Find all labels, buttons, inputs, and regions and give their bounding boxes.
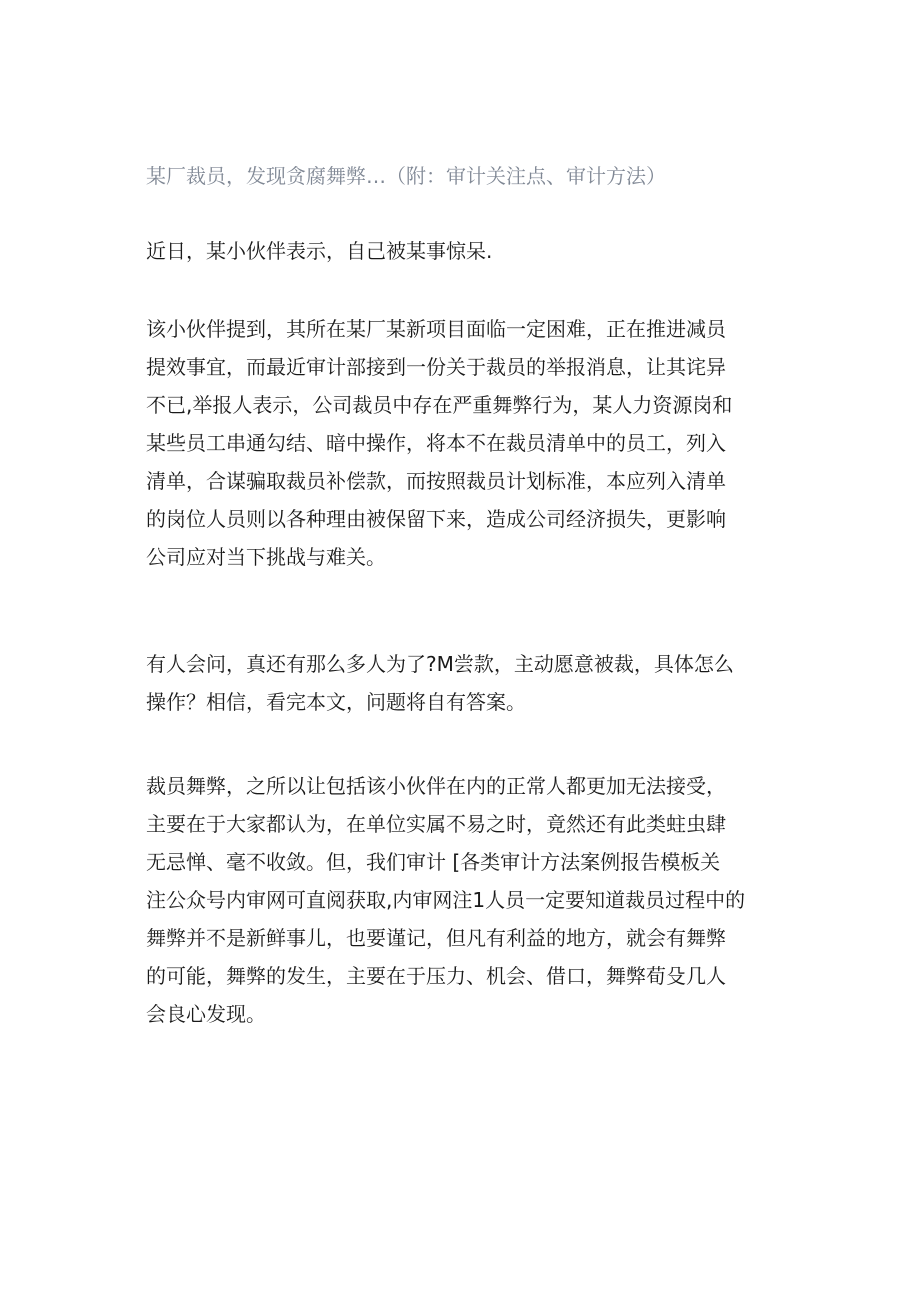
paragraph-line: 舞弊并不是新鲜事儿，也要谨记，但凡有利益的地方，就会有舞弊 [146, 926, 726, 950]
paragraph-line: 清单，合谋骗取裁员补偿款，而按照裁员计划标准，本应列入清单 [146, 469, 726, 493]
paragraph-line: 某些员工串通勾结、暗中操作，将本不在裁员清单中的员工，列入 [146, 431, 726, 455]
paragraph-question [146, 645, 786, 721]
paragraph-line: 的可能，舞弊的发生，主要在于压力、机会、借口，舞弊荀殳几人 [146, 964, 726, 988]
paragraph-line: 裁员舞弊，之所以让包括该小伙伴在内的正常人都更加无法接受， [146, 774, 726, 798]
paragraph-line: 主要在于大家都认为，在单位实属不易之时，竟然还有此类蛀虫肆 [146, 812, 726, 836]
paragraph-intro [146, 232, 786, 270]
paragraph-analysis [146, 767, 786, 1033]
article-title: 某厂裁员，发现贪腐舞弊…（附：审计关注点、审计方法） [146, 164, 666, 188]
paragraph-line: 会良心发现。 [146, 1002, 266, 1026]
paragraph-line: 无忌惮、毫不收敛。但，我们审计 [各类审计方法案例报告模板关 [146, 850, 721, 874]
paragraph-line: 注公众号内审网可直阅获取,内审网注1人员一定要知道裁员过程中的 [146, 888, 746, 912]
paragraph-line: 的岗位人员则以各种理由被保留下来，造成公司经济损失，更影响 [146, 507, 726, 531]
paragraph-line: 该小伙伴提到，其所在某厂某新项目面临一定困难，正在推进减员 [146, 317, 726, 341]
paragraph-line: 近日，某小伙伴表示，自己被某事惊呆. [146, 239, 493, 263]
paragraph-line: 有人会问，真还有那么多人为了?M尝款，主动愿意被裁，具体怎么 [146, 652, 734, 676]
paragraph-line: 公司应对当下挑战与难关。 [146, 545, 386, 569]
paragraph-line: 不已,举报人表示，公司裁员中存在严重舞弊行为，某人力资源岗和 [146, 393, 733, 417]
paragraph-line: 操作？相信，看完本文，问题将自有答案。 [146, 690, 526, 714]
paragraph-background [146, 310, 786, 576]
paragraph-line: 提效事宜，而最近审计部接到一份关于裁员的举报消息，让其诧异 [146, 355, 726, 379]
